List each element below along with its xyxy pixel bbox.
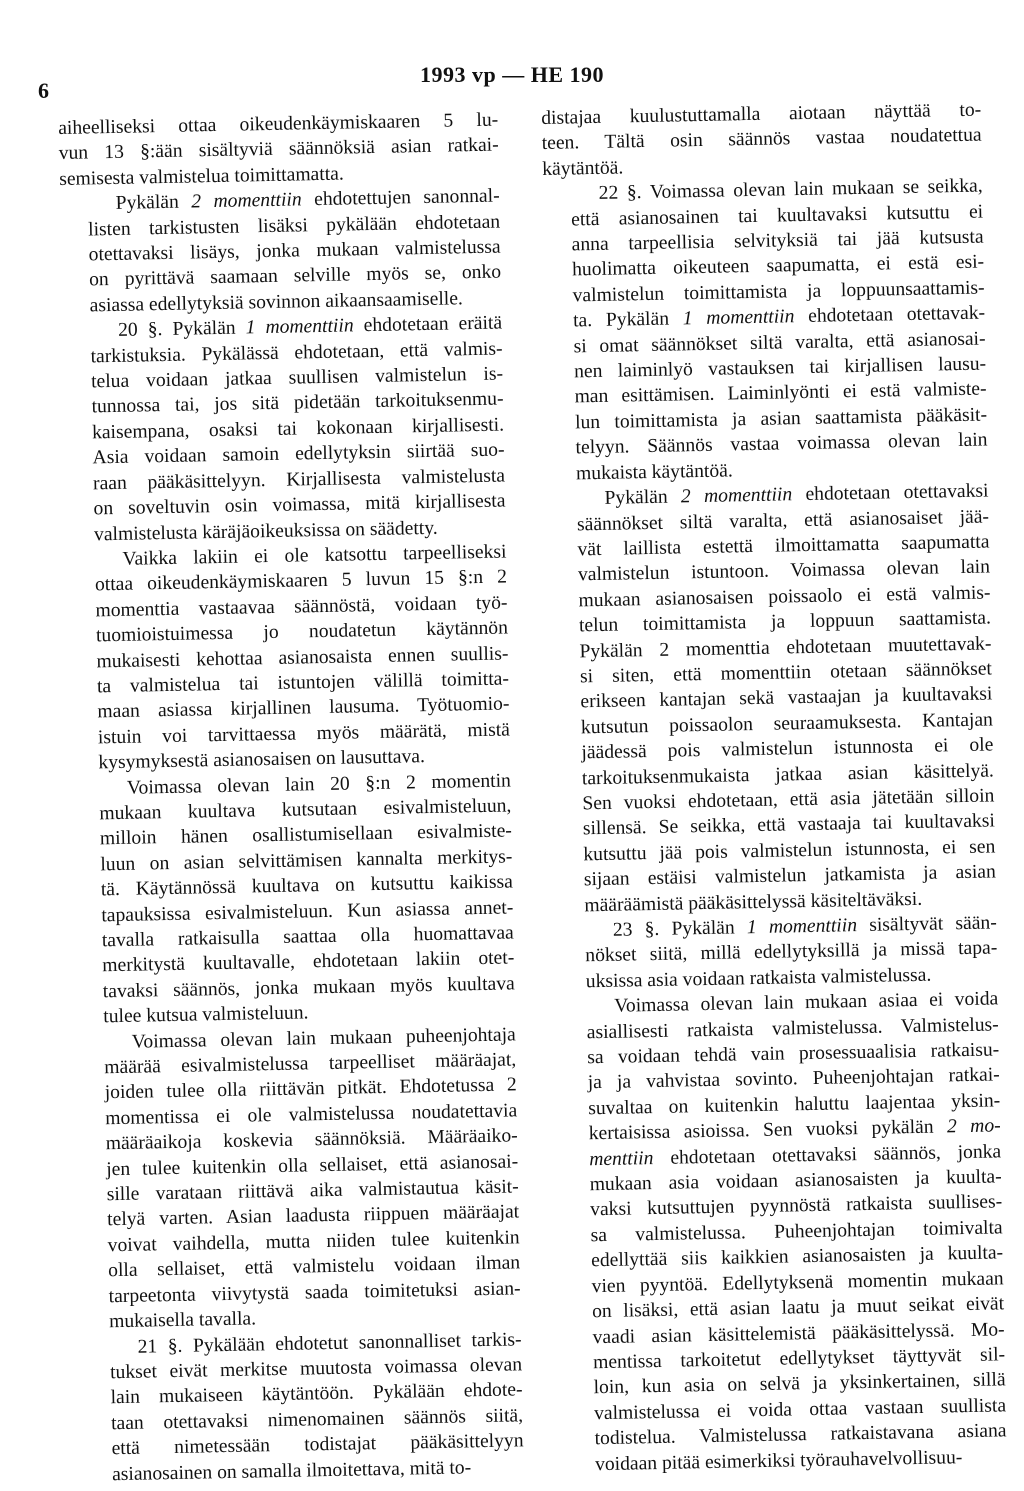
text-line: tunnossa tai, jos sitä pidetään tarkoituksenmu- — [91, 388, 504, 418]
text-line: tapauksissa esivalmisteluun. Kun asiassa annet- — [101, 897, 514, 926]
text-line: aiheelliseksi ottaa oikeudenkäymiskaaren 5 lu- — [58, 109, 499, 139]
text-line: tarkistuksia. Pykälässä ehdotetaan, että valmis- — [90, 338, 503, 368]
text-line: Voimassa olevan lain mukaan asiaa ei voida — [614, 988, 999, 1017]
text-line: momentissa ei ole valmistelussa noudatettavia — [105, 1100, 518, 1130]
text-line: määrää esivalmistelussa tarpeelliset määräajat, — [104, 1049, 517, 1079]
text-line: sillensä. Se seikka, että vastaaja tai kuultavaksi — [582, 810, 996, 840]
paragraph — [59, 184, 501, 319]
right-text-column — [541, 98, 1007, 1478]
text-line: asianosainen on samalla ilmoitettava, mitä to- — [111, 1456, 472, 1485]
text-line: taan otettavaksi nimenomainen säännös siitä, — [110, 1405, 524, 1434]
text-line: ottaa oikeudenkäymiskaaren 5 luvun 15 §:n 2 — [94, 566, 508, 596]
paragraph — [81, 1327, 524, 1488]
text-line: säännökset siltä varalta, että asianosaiset jää- — [576, 505, 990, 535]
paragraph — [557, 910, 998, 995]
paragraph — [58, 108, 499, 193]
text-line: sa voidaan tehdä vain prosessuaalisia ratkaisu- — [587, 1039, 1000, 1069]
text-line: vaksi kutsuttujen pyynnöstä ratkaista suullises- — [590, 1191, 1003, 1221]
text-line: mukaan kuultava kutsutaan esivalmisteluun, — [99, 795, 512, 825]
text-line: loin, kun asia on selvä ja yksinkertainen, sillä — [593, 1369, 1006, 1399]
text-line: Pykälän 2 momenttia ehdotetaan muutettavak- — [579, 632, 992, 662]
text-line: 21 §. Pykälään ehdotetut sanonnalliset tarkis- — [137, 1328, 522, 1358]
running-header: 1993 vp — HE 190 — [419, 62, 605, 87]
text-line: kaisempana, osaksi tai kokonaan kirjallisesti. — [91, 414, 505, 444]
text-line: teen. Tältä osin säännös vastaa noudatettua — [541, 124, 982, 155]
text-line: voivat vaihdella, mutta niiden tulee kuitenkin — [107, 1227, 520, 1257]
text-line: listen tarkistusten lisäksi pykälään ehdotetaan — [87, 211, 501, 241]
text-line: nökset siitä, millä edellytyksillä ja missä tapa- — [585, 937, 998, 967]
text-line: että nimetessään todistajat pääkäsittelyyn — [111, 1430, 524, 1460]
text-line: jen tulee kuitenkin olla sellaiset, että asianosai- — [106, 1151, 519, 1180]
text-line: suvaltaa on kuitenkin haluttu laajentaa yksin- — [588, 1090, 1001, 1120]
text-line: olla sellaiset, että valmistelu voidaan ilman — [107, 1252, 521, 1282]
text-line: valmistelussa ei voida ottaa vastaan suullista — [593, 1395, 1007, 1424]
text-line: uksissa asia voidaan ratkaista valmistelussa. — [585, 964, 932, 993]
text-line: momenttia vastaavaa säännöstä, voidaan työ- — [95, 592, 508, 622]
page-number: 6 — [38, 78, 49, 103]
text-line: tarpeetonta viivytystä saada toimitetuksi asian- — [108, 1278, 521, 1307]
text-line: vun 13 §:ään sisältyviä säännöksiä asian ratkai- — [58, 134, 499, 165]
text-line: lain mukaiseen käytäntöön. Pykälään ehdote- — [110, 1379, 523, 1409]
text-line: voidaan pitää esimerkiksi työrauhavelvollisuu- — [594, 1446, 963, 1475]
text-line: valmistelun istuntoon. Voimassa olevan lain — [577, 556, 991, 586]
text-line: istuin voi tarvittaessa myös määrätä, mistä — [97, 719, 511, 749]
text-line: 23 §. Pykälän 1 momenttiin sisältyvät sään- — [612, 912, 997, 941]
text-line: merkitystä kuultavalle, ehdotetaan lakiin otet- — [102, 947, 515, 977]
text-line: mukaista käytäntöä. — [575, 460, 733, 485]
text-line: Voimassa olevan lain 20 §:n 2 momentin — [126, 769, 512, 799]
text-line: kutsuttu jää pois valmistelun istunnosta, ei sen — [583, 836, 996, 866]
text-line: menttiin ehdotetaan otettavaksi säännös, jonka — [589, 1141, 1002, 1170]
text-line: edellyttää siis kaikkien asianosaisten ja kuulta- — [590, 1242, 1004, 1272]
text-line: valmistelusta käräjäoikeuksissa on säädetty. — [93, 517, 438, 545]
text-line: huolimatta oikeuteen saapumatta, ei estä esi- — [571, 251, 985, 281]
text-line: tukset eivät merkitse muutosta voimassa olevan — [109, 1354, 523, 1384]
text-line: Pykälän 2 momenttiin ehdotettujen sanonnal- — [115, 185, 500, 215]
text-line: on lisäksi, että asian laatu ja muut seikat eivät — [591, 1293, 1005, 1323]
text-line: on pyrittävä saamaan selville myös se, onko — [88, 261, 502, 291]
text-line: telyyn. Säännös vastaa voimassa olevan lain — [575, 429, 988, 459]
text-line: kertaisissa asioissa. Sen vuoksi pykälän 2 mo- — [588, 1115, 1001, 1145]
text-line: tarkoituksenmukaista jatkaa asian käsittelyä. — [581, 759, 995, 789]
text-line: otettavaksi lisäys, jonka mukaan valmistelussa — [88, 236, 501, 266]
text-line: käytäntöä. — [542, 157, 624, 180]
paragraph — [62, 311, 506, 548]
text-line: distajaa kuulustuttamalla aiotaan näyttää to- — [541, 99, 982, 129]
text-line: mentissa tarkoitetut edellytykset täyttyvät sil- — [592, 1344, 1006, 1374]
text-line: tavalla ratkaisulla saattaa olla huomattavaa — [101, 922, 514, 952]
text-line: Vaikka lakiin ei ole katsottu tarpeelliseksi — [122, 541, 507, 570]
text-line: milloin hänen osallistumisellaan esivalmiste- — [99, 820, 513, 850]
text-line: semisesta valmistelua toimittamatta. — [59, 163, 344, 190]
text-line: Voimassa olevan lain mukaan puheenjohtaja — [131, 1024, 516, 1053]
text-line: todistelua. Valmistelussa ratkaistavana asiana — [594, 1420, 1007, 1450]
text-line: määräaikoja koskevia säännöksiä. Määräaiko- — [105, 1125, 518, 1155]
paragraph — [541, 98, 982, 183]
paragraph — [76, 1022, 522, 1335]
text-line: ta valmistelua tai istuntojen välillä toimitta- — [96, 668, 510, 698]
text-line: asiallisesti ratkaista valmistelussa. Valmistelus- — [586, 1014, 999, 1043]
text-line: sille varataan riittävä aika valmistautua käsit- — [106, 1176, 519, 1206]
text-line: joiden tulee olla riittävän pitkät. Ehdotetussa 2 — [104, 1074, 517, 1104]
text-line: lun toimittamista ja asian saattamista pääkäsit- — [574, 404, 988, 434]
text-line: on soveltuvin osin voimassa, mitä kirjallisesta — [93, 490, 506, 520]
text-line: 22 §. Voimassa olevan lain mukaan se seikka, — [598, 175, 983, 205]
text-line: asiassa edellytyksiä sovinnon aikaansaamiselle. — [89, 288, 464, 317]
text-line: Sen vuoksi ehdotetaan, että asia jätetään silloin — [582, 785, 995, 815]
text-line: maan asiassa kirjallinen lausuma. Työtuomio- — [97, 693, 510, 723]
text-line: määräämistä pääkäsittelyssä käsiteltäväksi. — [584, 888, 923, 916]
text-line: erikseen kantajan sekä vastaajan ja kuultavaksi — [580, 683, 993, 713]
text-line: ta. Pykälän 1 momenttiin ehdotetaan otettavak- — [572, 302, 986, 332]
text-line: Pykälän 2 momenttiin ehdotetaan otettavaksi — [604, 480, 989, 509]
text-line: mukaisella tavalla. — [108, 1308, 257, 1333]
text-line: telun toimittamista ja loppuun saattamista. — [578, 607, 992, 637]
text-line: si omat säännökset siltä varalta, että asianosai- — [573, 328, 986, 358]
text-line: tä. Käytännössä kuultava on kutsuttu kaikissa — [100, 871, 513, 901]
text-line: että asianosainen tai kuultavaksi kutsuttu ei — [570, 201, 984, 231]
paragraph — [542, 174, 988, 487]
text-line: vaadi asian käsittelemistä pääkäsittelyssä. Mo- — [592, 1318, 1005, 1348]
text-line: vät laillista estettä ilmoittamatta saapumatta — [577, 531, 990, 561]
text-line: kutsutun poissaolon seuraamuksesta. Kantajan — [580, 709, 994, 739]
text-line: mukaisesti kehottaa asianosaista ennen suullis- — [96, 642, 509, 672]
text-line: tulee kutsua valmisteluun. — [103, 1002, 309, 1028]
text-line: kysymyksestä asianosaisen on lausuttava. — [98, 746, 426, 774]
paragraph — [558, 987, 1007, 1478]
text-line: si siten, että momenttiin otetaan säännökset — [579, 658, 993, 688]
text-line: ja ja vahvistaa sovinto. Puheenjohtajan ratkai- — [587, 1064, 1000, 1094]
text-line: tuomioistuimessa jo noudatetun käytännön — [95, 617, 509, 647]
text-line: sa valmistelussa. Puheenjohtajan toimivalta — [590, 1217, 1003, 1247]
text-line: telua voidaan jatkaa suullisen valmistelun is- — [90, 363, 504, 393]
text-line: mukaan asianosaisen poissaolo ei estä valmis- — [578, 582, 991, 612]
text-line: nen laiminlyö vastauksen tai kirjallisen lausu- — [573, 353, 987, 383]
text-line: raan pääkäsittelyyn. Kirjallisesta valmistelusta — [92, 465, 506, 495]
left-text-column — [58, 108, 524, 1488]
paragraph — [71, 768, 516, 1030]
paragraph — [548, 479, 996, 919]
text-line: 20 §. Pykälän 1 momenttiin ehdotetaan eräitä — [117, 312, 503, 342]
paragraph — [66, 539, 510, 776]
text-line: anna tarpeellisia selvityksiä tai jää kutsusta — [571, 226, 984, 256]
text-line: sijaan estäisi valmistelun jatkamista ja asian — [583, 861, 996, 891]
text-line: jäädessä pois valmistelun istunnosta ei ole — [581, 734, 994, 764]
text-line: vien pyyntöä. Edellytyksenä momentin mukaan — [591, 1268, 1004, 1297]
text-line: Asia voidaan samoin edellytyksin siirtää suo- — [92, 439, 505, 469]
text-line: telyä varten. Asian laadusta riippuen määräajat — [107, 1201, 520, 1231]
text-line: tavaksi säännös, jonka mukaan myös kuultava — [102, 973, 515, 1003]
text-line: man esittämisen. Laiminlyönti ei estä valmiste- — [574, 378, 987, 408]
text-line: valmistelun toimittamista ja loppuunsaattamis- — [572, 277, 985, 307]
text-line: luun on asian selvittämisen kannalta merkitys- — [100, 846, 513, 876]
text-line: mukaan asia voidaan asianosaisten ja kuulta- — [589, 1166, 1002, 1196]
